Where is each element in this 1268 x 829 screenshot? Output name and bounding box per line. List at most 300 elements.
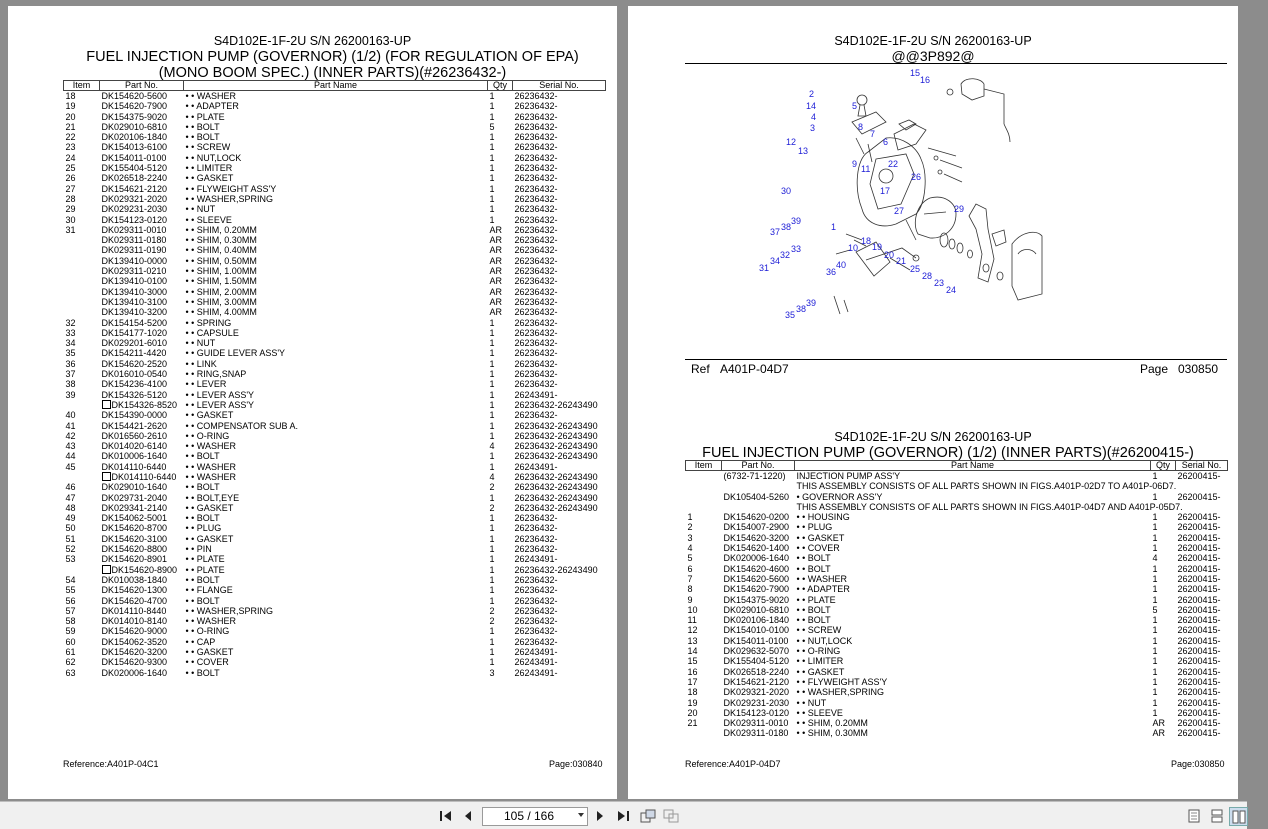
column-header: Part Name [184, 81, 488, 91]
item-number: 6 [687, 563, 693, 574]
serial-number: 26236432- [514, 616, 558, 627]
part-name: • • BOLT [796, 604, 831, 615]
callout: 22 [888, 159, 899, 169]
assembly-note: THIS ASSEMBLY CONSISTS OF ALL PARTS SHOWN IN FIGS.A401P-04D7 AND A401P-05D7. [796, 501, 1183, 512]
table-row [64, 441, 606, 451]
part-number: DK020006-1640 [101, 667, 168, 678]
serial-number: 26236432-26243490 [514, 471, 598, 482]
callout: 20 [884, 250, 895, 260]
right-page [628, 6, 1238, 799]
quantity: 1 [489, 327, 495, 338]
item-number: 19 [65, 101, 76, 112]
quantity: AR [489, 255, 503, 266]
quantity: 1 [1152, 697, 1158, 708]
table-row [686, 595, 1228, 605]
part-number: DK029201-6010 [101, 338, 168, 349]
serial-number: 26200415- [1177, 491, 1221, 502]
table-row [686, 522, 1228, 532]
serial-number: 26236432- [514, 636, 558, 647]
quantity: 1 [489, 358, 495, 369]
table-row [64, 245, 606, 255]
first-page-icon[interactable] [437, 807, 454, 824]
part-name: • • BOLT [185, 482, 220, 493]
serial-number: 26200415- [1177, 532, 1221, 543]
quantity: 1 [489, 317, 495, 328]
table-row [64, 482, 606, 492]
part-name: INJECTION PUMP ASS'Y [796, 471, 901, 481]
callout: 10 [848, 243, 859, 253]
part-number: DK154375-9020 [101, 111, 168, 122]
part-number: DK029311-0010 [723, 718, 789, 729]
part-number [100, 565, 184, 575]
quantity: 1 [489, 193, 495, 204]
ref-value: A401P-04D7 [720, 362, 789, 376]
callout: 31 [759, 263, 770, 273]
checkbox-icon [102, 400, 111, 409]
serial-number: 26236432- [514, 132, 558, 143]
table-row [64, 318, 606, 328]
part-name: • • BOLT,EYE [185, 492, 240, 503]
part-name: • • GUIDE LEVER ASS'Y [185, 348, 286, 359]
item-number [64, 472, 100, 482]
item-number [64, 256, 100, 266]
quantity: 1 [1152, 543, 1158, 554]
table-row [64, 462, 606, 472]
part-name: • • LEVER ASS'Y [185, 389, 255, 400]
quantity: 1 [489, 379, 495, 390]
quantity: 4 [1152, 553, 1158, 564]
quantity: AR [489, 307, 503, 318]
item-number: 48 [65, 502, 76, 513]
quantity: 4 [489, 441, 495, 452]
table-row [64, 194, 606, 204]
page-label: Page [1140, 362, 1169, 376]
quantity: 1 [489, 111, 495, 122]
part-name: • • LIMITER [796, 656, 844, 667]
serial-number: 26236432- [514, 121, 558, 132]
part-number: DK020106-1840 [723, 615, 790, 626]
part-name: • • PLATE [185, 554, 225, 565]
part-number: DK154620-3200 [101, 647, 168, 658]
table-row [64, 91, 606, 102]
table-row [64, 328, 606, 338]
callout: 37 [770, 227, 781, 237]
quantity: 1 [489, 492, 495, 503]
part-name: • • WASHER [185, 91, 236, 101]
part-name: • • SHIM, 0.50MM [185, 255, 257, 266]
part-name: • • BOLT [185, 513, 220, 524]
table-row [64, 163, 606, 173]
serial-number: 26236432- [514, 183, 558, 194]
part-number: DK154062-3520 [101, 636, 168, 647]
title-line-1: FUEL INJECTION PUMP (GOVERNOR) (1/2) (FOR REGULATION OF EPA) [86, 49, 579, 65]
part-name: • • BOLT [796, 553, 831, 564]
part-number: DK155404-5120 [101, 163, 168, 174]
item-number: 54 [65, 574, 76, 585]
page-indicator: 105 / 166 [503, 809, 555, 823]
callout: 23 [934, 278, 945, 288]
serial-number: 26236432- [514, 574, 558, 585]
serial-number: 26200415- [1177, 676, 1221, 687]
part-number: DK105404-5260 [723, 491, 790, 502]
serial-number: 26236432- [514, 327, 558, 338]
serial-number: 26236432- [514, 317, 558, 328]
callout: 29 [954, 204, 965, 214]
part-number [100, 472, 184, 482]
item-number: 61 [65, 647, 76, 658]
page-title [8, 49, 657, 81]
quantity: 5 [1152, 604, 1158, 615]
column-header: Part No. [722, 461, 795, 471]
table-row [64, 400, 606, 410]
part-name: • • BOLT [796, 563, 831, 574]
quantity: 1 [489, 430, 495, 441]
part-number: DK029231-2030 [723, 697, 790, 708]
prev-page-icon[interactable] [459, 807, 476, 824]
part-number: DK154375-9020 [723, 594, 790, 605]
table-row [64, 338, 606, 348]
quantity: 1 [489, 132, 495, 143]
item-number: 15 [687, 656, 698, 667]
callout: 30 [781, 186, 792, 196]
serial-number: 26200415- [1177, 615, 1221, 626]
table-row [64, 225, 606, 235]
item-number: 60 [65, 636, 76, 647]
table-row [64, 668, 606, 678]
table-row [64, 112, 606, 122]
table-row [686, 656, 1228, 666]
serial-number: 26200415- [1177, 707, 1221, 718]
part-number: DK154620-4600 [723, 563, 790, 574]
item-number: 35 [65, 348, 76, 359]
serial-number: 26200415- [1177, 573, 1221, 584]
table-row [64, 266, 606, 276]
part-name: • • WASHER [185, 616, 236, 627]
part-name: • • SLEEVE [185, 214, 232, 225]
serial-number: 26200415- [1177, 656, 1221, 667]
quantity: 1 [489, 338, 495, 349]
table-row [64, 348, 606, 358]
part-number: DK154620-7900 [101, 101, 168, 112]
part-number: DK154620-3200 [723, 532, 790, 543]
part-number: DK029311-0010 [101, 224, 167, 235]
serial-number: 26200415- [1177, 584, 1221, 595]
part-number: DK154620-9000 [101, 626, 168, 637]
table-row [64, 431, 606, 441]
serial-number: 26236432-26243490 [514, 451, 598, 462]
table-row [64, 472, 606, 482]
part-name: • GOVERNOR ASS'Y [796, 491, 883, 502]
part-number: DK154620-9300 [101, 657, 168, 668]
item-number: 11 [687, 615, 697, 626]
column-header: Qty [1151, 461, 1176, 471]
parts-table-2 [685, 460, 1228, 739]
part-number: DK154010-0100 [723, 625, 790, 636]
part-number: DK154620-5600 [723, 573, 790, 584]
serial-number: 26200415- [1177, 728, 1221, 739]
part-number: DK154620-2520 [101, 358, 168, 369]
table-row [64, 565, 606, 575]
callout: 13 [798, 146, 809, 156]
table-row [64, 647, 606, 657]
quantity: 1 [489, 214, 495, 225]
checkbox-icon [102, 472, 111, 481]
item-number: 55 [65, 585, 76, 596]
part-name: • • CAPSULE [185, 327, 239, 338]
callout: 36 [826, 267, 837, 277]
column-header: Part Name [795, 461, 1151, 471]
item-number: 32 [65, 317, 76, 328]
serial-number: 26236432- [514, 214, 558, 225]
part-name: • • SHIM, 0.40MM [185, 245, 257, 256]
page-selector[interactable] [482, 807, 588, 826]
part-name: • • BOLT [185, 132, 220, 143]
quantity: AR [489, 224, 503, 235]
item-number: 24 [65, 152, 76, 163]
item-number: 21 [65, 121, 76, 132]
item-number [64, 276, 100, 286]
single-page-icon[interactable] [1185, 807, 1202, 824]
part-name: • • NUT,LOCK [185, 152, 242, 163]
table-row [64, 493, 606, 503]
quantity: AR [489, 286, 503, 297]
serial-number: 26236432- [514, 585, 558, 596]
table-row [64, 657, 606, 667]
part-name: • • PLUG [796, 522, 833, 533]
part-name: • • SHIM, 0.20MM [796, 718, 868, 729]
item-number: 19 [687, 697, 698, 708]
serial-number: 26236432- [514, 163, 558, 174]
part-name: • • PLUG [185, 523, 222, 534]
table-row [686, 471, 1228, 482]
serial-number: 26236432-26243490 [514, 399, 598, 410]
quantity: 5 [489, 121, 495, 132]
checkbox-icon [102, 565, 111, 574]
serial-number: 26243491- [514, 461, 558, 472]
item-number: 39 [65, 389, 76, 400]
part-name: • • BOLT [185, 451, 220, 462]
part-number: DK154123-0120 [723, 707, 790, 718]
serial-number: 26236432- [514, 152, 558, 163]
quantity: 1 [489, 152, 495, 163]
part-number: DK154620-5600 [101, 91, 168, 101]
table-row [686, 625, 1228, 635]
column-header: Item [64, 81, 100, 91]
part-name: • • COMPENSATOR SUB A. [185, 420, 298, 431]
quantity: 1 [1152, 471, 1158, 481]
callout: 17 [880, 186, 891, 196]
column-header: Qty [488, 81, 513, 91]
model-heading: S4D102E-1F-2U S/N 26200163-UP [834, 34, 1032, 48]
table-row [64, 606, 606, 616]
quantity: AR [1152, 728, 1166, 739]
part-number: DK029321-2020 [101, 193, 168, 204]
part-name: • • LEVER ASS'Y [185, 399, 255, 410]
quantity: 1 [1152, 666, 1158, 677]
item-number: 49 [65, 513, 76, 524]
part-number: DK020106-1840 [101, 132, 168, 143]
table-row [64, 235, 606, 245]
rotate-icon[interactable] [639, 807, 656, 824]
reference-label: Reference:A401P-04D7 [685, 759, 781, 769]
item-number: 31 [65, 224, 76, 235]
part-number: DK029731-2040 [101, 492, 168, 503]
serial-number: 26236432- [514, 193, 558, 204]
continuous-icon[interactable] [1208, 807, 1225, 824]
serial-number: 26236432- [514, 358, 558, 369]
quantity: 1 [1152, 687, 1158, 698]
callout: 7 [870, 129, 876, 139]
part-number: DK016010-0540 [101, 369, 168, 380]
quantity: 2 [489, 482, 495, 493]
table-row [64, 132, 606, 142]
quantity: 1 [489, 564, 495, 575]
callout: 21 [896, 256, 907, 266]
serial-number: 26236432- [514, 296, 558, 307]
table-row [64, 503, 606, 513]
callout: 5 [852, 101, 858, 111]
serial-number: 26200415- [1177, 563, 1221, 574]
table-row [686, 574, 1228, 584]
quantity: 1 [489, 461, 495, 472]
part-number: DK154326-5120 [101, 389, 168, 400]
table-row [686, 512, 1228, 522]
part-number: DK154620-7900 [723, 584, 790, 595]
item-number: 38 [65, 379, 76, 390]
table-row [686, 553, 1228, 563]
next-page-icon[interactable] [591, 807, 608, 824]
item-number: 17 [687, 676, 698, 687]
table-row [686, 698, 1228, 708]
serial-number: 26200415- [1177, 553, 1221, 564]
item-number: 63 [65, 667, 76, 678]
table-row [64, 554, 606, 564]
item-number [64, 235, 100, 245]
serial-number: 26236432- [514, 626, 558, 637]
part-number: DK026518-2240 [101, 173, 168, 184]
item-number: 20 [687, 707, 698, 718]
chevron-down-icon[interactable] [578, 813, 584, 817]
item-number: 5 [687, 553, 693, 564]
table-row [686, 502, 1228, 512]
item-number: 58 [65, 616, 76, 627]
fit-icon[interactable] [662, 807, 679, 824]
table-row [686, 728, 1228, 738]
serial-number: 26236432- [514, 142, 558, 153]
part-number: DK154154-5200 [101, 317, 168, 328]
serial-number: 26200415- [1177, 646, 1221, 657]
exploded-parts-diagram [759, 64, 1046, 320]
item-number: 37 [65, 369, 76, 380]
callout: 34 [770, 256, 781, 266]
part-number: DK029321-2020 [723, 687, 790, 698]
part-name: • • WASHER [185, 441, 236, 452]
part-number: DK154062-5001 [101, 513, 168, 524]
serial-number: 26236432-26243490 [514, 482, 598, 493]
page-title-2: FUEL INJECTION PUMP (GOVERNOR) (1/2) (INNER PARTS)(#26200415-) [702, 445, 1194, 461]
item-number: 28 [65, 193, 76, 204]
quantity: 2 [489, 605, 495, 616]
quantity: AR [489, 276, 503, 287]
quantity: 1 [1152, 573, 1158, 584]
part-name: • • PLATE [185, 564, 225, 575]
item-number: 4 [687, 543, 693, 554]
table-row [686, 492, 1228, 502]
part-number: DK154011-0100 [723, 635, 789, 646]
part-number: DK139410-3200 [101, 307, 168, 318]
item-number: 10 [687, 604, 698, 615]
part-number: DK154620-8800 [101, 544, 168, 555]
table-row [64, 276, 606, 286]
part-number: DK154620-0200 [723, 512, 790, 523]
assembly-note: THIS ASSEMBLY CONSISTS OF ALL PARTS SHOWN IN FIGS.A401P-02D7 TO A401P-06D7. [796, 481, 1177, 492]
serial-number: 26236432- [514, 255, 558, 266]
part-number: DK154390-0000 [101, 410, 168, 421]
item-number: 13 [687, 635, 698, 646]
serial-number: 26200415- [1177, 604, 1221, 615]
column-header: Item [686, 461, 722, 471]
serial-number: 26243491- [514, 657, 558, 668]
table-row [686, 584, 1228, 594]
item-number: 1 [687, 512, 693, 523]
table-row [64, 173, 606, 183]
part-name: • • NUT,LOCK [796, 635, 853, 646]
quantity: 1 [489, 626, 495, 637]
part-number: DK139410-3000 [101, 286, 168, 297]
item-number: 51 [65, 533, 76, 544]
table-row [64, 544, 606, 554]
callout: 26 [911, 172, 922, 182]
two-page-icon[interactable] [1229, 807, 1248, 826]
table-row [64, 421, 606, 431]
item-number: 27 [65, 183, 76, 194]
serial-number: 26236432- [514, 533, 558, 544]
quantity: 1 [1152, 532, 1158, 543]
table-row [64, 616, 606, 626]
part-number: DK010038-1840 [101, 574, 168, 585]
quantity: AR [1152, 718, 1166, 729]
quantity: 1 [1152, 625, 1158, 636]
callout: 28 [922, 271, 933, 281]
part-number-text: DK154326-8520 [111, 399, 178, 410]
quantity: 1 [489, 636, 495, 647]
part-number: DK154621-2120 [723, 676, 790, 687]
serial-number: 26200415- [1177, 687, 1221, 698]
part-name: • • SCREW [185, 142, 231, 153]
item-number [64, 297, 100, 307]
item-number: 21 [687, 718, 698, 729]
item-number: 57 [65, 605, 76, 616]
parts-table [63, 80, 606, 678]
part-number: DK154007-2900 [723, 522, 790, 533]
callout: 40 [836, 260, 847, 270]
part-name: • • BOLT [796, 615, 831, 626]
part-name: • • BOLT [185, 574, 220, 585]
table-header [64, 81, 606, 91]
part-name: • • FLYWEIGHT ASS'Y [185, 183, 277, 194]
serial-number: 26236432-26243490 [514, 564, 598, 575]
table-row [686, 708, 1228, 718]
table-row [686, 605, 1228, 615]
quantity: 1 [489, 91, 495, 101]
item-number: 12 [687, 625, 698, 636]
callout: 2 [809, 89, 815, 99]
table-row [686, 543, 1228, 553]
part-name: • • PLATE [185, 111, 225, 122]
quantity: 1 [1152, 635, 1158, 646]
last-page-icon[interactable] [614, 807, 631, 824]
part-name: • • FLANGE [185, 585, 233, 596]
